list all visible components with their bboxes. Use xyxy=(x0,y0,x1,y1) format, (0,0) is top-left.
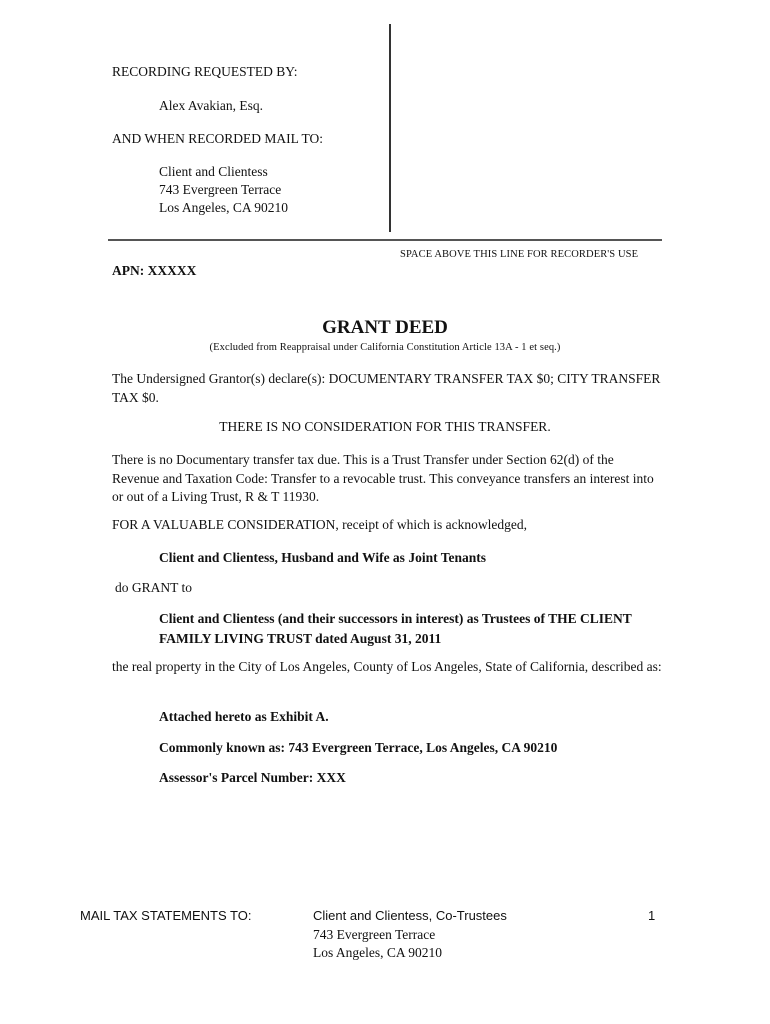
deed-subtitle: (Excluded from Reappraisal under California Constitution Article 13A - 1 et seq.) xyxy=(209,342,561,353)
tax-address-line-1: 743 Evergreen Terrace xyxy=(313,927,436,942)
trust-transfer-explanation: There is no Documentary transfer tax due. This is a Trust Transfer under Section 62(d) of the Revenue and Taxation Code: Transfer to a revocable trust. This conveyance transfers an interest into or out of a Living Trust, R & T 11930. xyxy=(112,452,654,504)
mail-to-line-2: 743 Evergreen Terrace xyxy=(159,182,282,197)
commonly-known-as: Commonly known as: 743 Evergreen Terrace, Los Angeles, CA 90210 xyxy=(159,740,558,755)
recorder-use-line xyxy=(108,239,662,241)
mail-to-line-1: Client and Clientess xyxy=(159,164,268,179)
grantors: Client and Clientess, Husband and Wife as Joint Tenants xyxy=(159,550,486,565)
page-number: 1 xyxy=(648,908,656,923)
no-consideration-statement: THERE IS NO CONSIDERATION FOR THIS TRANSFER. xyxy=(219,419,551,434)
valuable-consideration: FOR A VALUABLE CONSIDERATION, receipt of which is acknowledged, xyxy=(112,517,527,532)
assessor-parcel-number: Assessor's Parcel Number: XXX xyxy=(159,770,346,785)
exhibit-reference: Attached hereto as Exhibit A. xyxy=(159,709,329,724)
do-grant-to: do GRANT to xyxy=(115,580,193,595)
mail-to-line-3: Los Angeles, CA 90210 xyxy=(159,200,289,215)
property-description: the real property in the City of Los Angeles, County of Los Angeles, State of California, described as: xyxy=(112,659,662,674)
requested-by-name: Alex Avakian, Esq. xyxy=(159,98,263,113)
recording-requested-label: RECORDING REQUESTED BY: xyxy=(112,64,298,79)
tax-statement-recipient: Client and Clientess, Co-Trustees xyxy=(313,908,507,923)
mail-to-label: AND WHEN RECORDED MAIL TO: xyxy=(112,131,323,146)
mail-tax-statements-label: MAIL TAX STATEMENTS TO: xyxy=(80,908,252,923)
deed-title: GRANT DEED xyxy=(322,317,448,338)
grantees: Client and Clientess (and their successors in interest) as Trustees of THE CLIENT FAMILY LIVING TRUST dated August 31, 2011 xyxy=(159,611,632,646)
recording-block-divider xyxy=(389,24,391,232)
tax-address-line-2: Los Angeles, CA 90210 xyxy=(313,945,443,960)
recorder-use-note: SPACE ABOVE THIS LINE FOR RECORDER'S USE xyxy=(400,249,639,260)
declaration-paragraph: The Undersigned Grantor(s) declare(s): DOCUMENTARY TRANSFER TAX $0; CITY TRANSFER TAX $0. xyxy=(112,371,661,405)
apn: APN: XXXXX xyxy=(112,263,197,278)
